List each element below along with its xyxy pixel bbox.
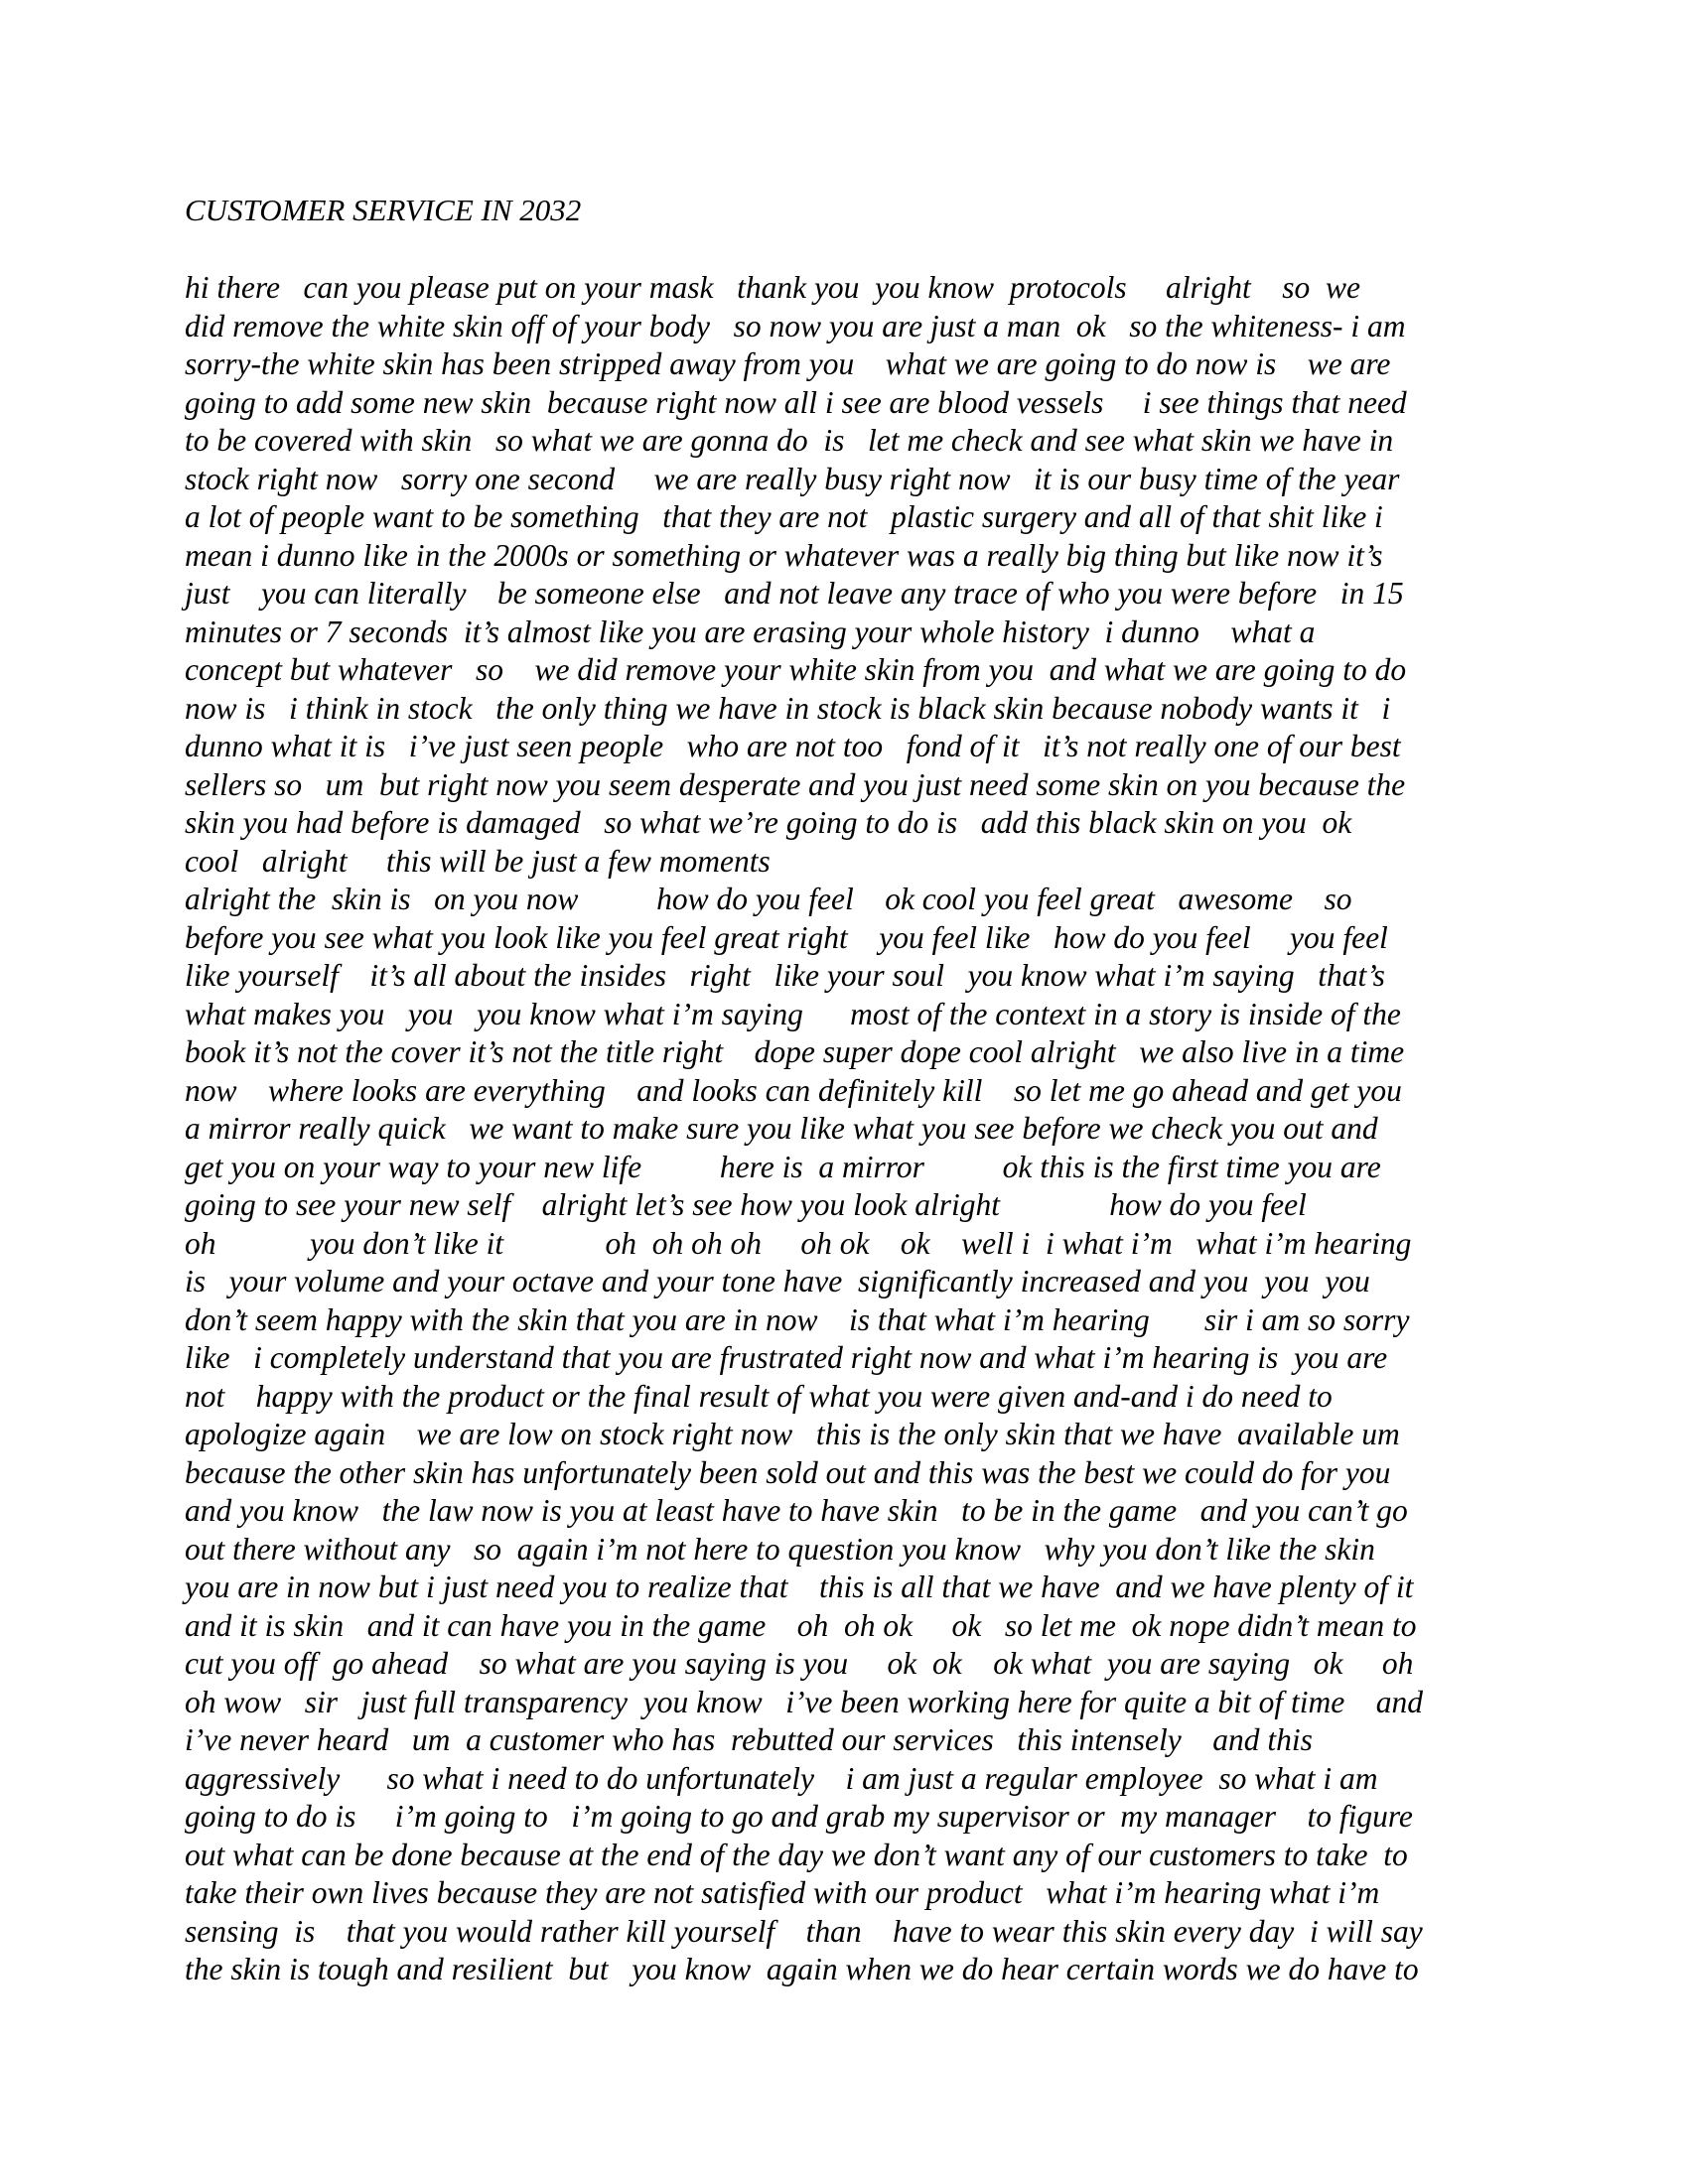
body-line: the skin is tough and resilient but you know again when we do hear certain words we do have to bbox=[185, 1952, 1419, 1986]
body-line: like i completely understand that you are frustrated right now and what i’m hearing is you are bbox=[185, 1340, 1388, 1375]
body-line: out what can be done because at the end of the day we don’t want any of our customers to take to bbox=[185, 1837, 1408, 1872]
document-title: CUSTOMER SERVICE IN 2032 bbox=[185, 193, 582, 227]
body-line: now is i think in stock the only thing we have in stock is black skin because nobody wants it i bbox=[185, 690, 1391, 726]
body-line: mean i dunno like in the 2000s or something or whatever was a really big thing but like now it’s bbox=[185, 537, 1383, 573]
body-line: what makes you you you know what i’m saying most of the context in a story is inside of the bbox=[185, 996, 1401, 1031]
body-line: now where looks are everything and looks can definitely kill so let me go ahead and get you bbox=[185, 1072, 1402, 1108]
body-line: get you on your way to your new life here is a mirror ok this is the first time you are bbox=[185, 1149, 1381, 1184]
body-line: oh wow sir just full transparency you know i’ve been working here for quite a bit of time and bbox=[185, 1684, 1424, 1719]
body-line: skin you had before is damaged so what we’re going to do is add this black skin on you ok bbox=[185, 805, 1352, 840]
body-line: sorry-the white skin has been stripped away from you what we are going to do now is we are bbox=[185, 346, 1391, 381]
body-line: like yourself it’s all about the insides right like your soul you know what i’m saying that’s bbox=[185, 958, 1385, 993]
body-line: i’ve never heard um a customer who has rebutted our services this intensely and this bbox=[185, 1722, 1313, 1757]
body-line: aggressively so what i need to do unfortunately i am just a regular employee so what i am bbox=[185, 1760, 1378, 1796]
body-line: cut you off go ahead so what are you saying is you ok ok ok what you are saying ok oh bbox=[185, 1646, 1414, 1681]
document-body bbox=[185, 269, 1423, 1989]
body-line: sensing is that you would rather kill yourself than have to wear this skin every day i will say bbox=[185, 1913, 1423, 1949]
body-line: out there without any so again i’m not here to question you know why you don’t like the skin bbox=[185, 1531, 1375, 1567]
body-line: before you see what you look like you feel great right you feel like how do you feel you feel bbox=[185, 919, 1388, 955]
body-line: going to see your new self alright let’s see how you look alright how do you feel bbox=[185, 1187, 1307, 1222]
body-line: dunno what it is i’ve just seen people who are not too fond of it it’s not really one of our best bbox=[185, 729, 1401, 763]
body-line: take their own lives because they are not satisfied with our product what i’m hearing what i’m bbox=[185, 1875, 1380, 1910]
body-line: just you can literally be someone else and not leave any trace of who you were before in 15 bbox=[185, 576, 1404, 611]
body-line: book it’s not the cover it’s not the title right dope super dope cool alright we also live in a time bbox=[185, 1034, 1405, 1069]
body-line: going to add some new skin because right now all i see are blood vessels i see things that need bbox=[185, 384, 1407, 420]
body-line: alright the skin is on you now how do you feel ok cool you feel great awesome so bbox=[185, 882, 1352, 916]
body-line: and it is skin and it can have you in the game oh oh ok ok so let me ok nope didn’t mean to bbox=[185, 1607, 1417, 1643]
body-line: apologize again we are low on stock right now this is the only skin that we have available um bbox=[185, 1417, 1400, 1451]
body-line: sellers so um but right now you seem desperate and you just need some skin on you because the bbox=[185, 766, 1406, 802]
body-line: you are in now but i just need you to realize that this is all that we have and we have plenty of it bbox=[185, 1570, 1414, 1604]
body-line: to be covered with skin so what we are gonna do is let me check and see what skin we have in bbox=[185, 423, 1394, 458]
body-line: a mirror really quick we want to make sure you like what you see before we check you out and bbox=[185, 1111, 1378, 1146]
body-line: don’t seem happy with the skin that you are in now is that what i’m hearing sir i am so sorry bbox=[185, 1301, 1410, 1337]
body-line: cool alright this will be just a few moments bbox=[185, 843, 771, 879]
body-line: minutes or 7 seconds it’s almost like you are erasing your whole history i dunno what a bbox=[185, 614, 1316, 649]
body-line: not happy with the product or the final result of what you were given and-and i do need to bbox=[185, 1378, 1333, 1414]
body-line: oh you don’t like it oh oh oh oh oh ok ok well i i what i’m what i’m hearing bbox=[185, 1225, 1412, 1261]
body-line: is your volume and your octave and your tone have significantly increased and you you you bbox=[185, 1264, 1370, 1298]
body-line: hi there can you please put on your mask thank you you know protocols alright so we bbox=[185, 270, 1361, 305]
body-line: a lot of people want to be something that they are not plastic surgery and all of that shit like i bbox=[185, 499, 1383, 534]
body-line: stock right now sorry one second we are really busy right now it is our busy time of the year bbox=[185, 461, 1400, 496]
body-line: going to do is i’m going to i’m going to go and grab my supervisor or my manager to figure bbox=[185, 1799, 1413, 1834]
body-line: and you know the law now is you at least have to have skin to be in the game and you can’t go bbox=[185, 1493, 1408, 1528]
body-line: did remove the white skin off of your body so now you are just a man ok so the whiteness- i am bbox=[185, 308, 1406, 343]
body-line: because the other skin has unfortunately been sold out and this was the best we could do for you bbox=[185, 1454, 1391, 1490]
body-line: concept but whatever so we did remove your white skin from you and what we are going to do bbox=[185, 652, 1407, 687]
